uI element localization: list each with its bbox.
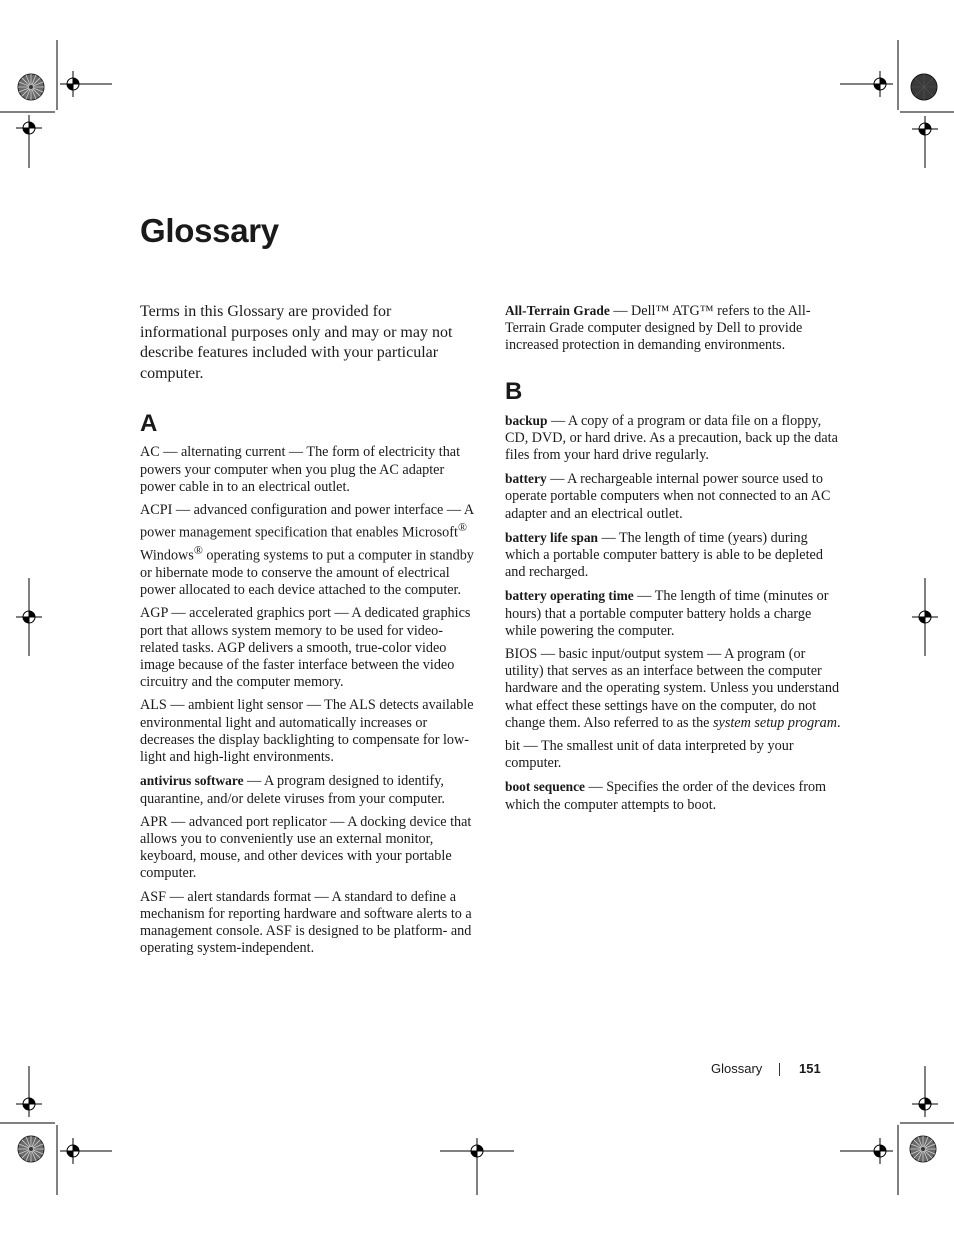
entry-term: BIOS: [505, 646, 538, 663]
section-heading-b: B: [505, 377, 523, 405]
glossary-entry-als: [140, 697, 476, 766]
entry-term: antivirus software: [140, 773, 244, 789]
page-title: Glossary: [140, 212, 279, 249]
glossary-entry-apr: [140, 814, 476, 883]
entry-term: APR: [140, 813, 168, 830]
entry-definition: — A rechargeable internal power source used to operate portable computers when not connected to an AC adapter and an electrical outlet.: [505, 471, 831, 522]
glossary-entry-ac: [140, 444, 476, 496]
entry-definition-cont: Windows: [140, 547, 194, 564]
entry-definition: — The smallest unit of data interpreted by your computer.: [505, 738, 794, 772]
glossary-entry-battery: [505, 470, 841, 523]
entry-term: AC —: [140, 444, 178, 461]
page-number: 151: [799, 1061, 821, 1076]
glossary-entry-battery-operating-time: [505, 587, 841, 640]
entry-term: bit: [505, 738, 520, 755]
entry-term: ASF: [140, 888, 167, 905]
glossary-entry-bios: [505, 646, 841, 732]
right-column: [505, 302, 841, 820]
entry-definition: — Specifies the order of the devices from which the computer attempts to boot.: [505, 779, 827, 813]
registered-mark: ®: [457, 520, 467, 535]
entry-definition: — Dell™ ATG™ refers to the All-Terrain Grade computer designed by Dell to provide increased protection in demanding environments.: [505, 303, 811, 354]
glossary-entry-agp: [140, 605, 476, 691]
glossary-entry-acpi: [140, 502, 476, 599]
glossary-entry-boot-sequence: [505, 778, 841, 813]
registered-mark: ®: [193, 543, 203, 558]
entry-definition-cont: operating systems to put a computer in standby or hibernate mode to conserve the amount of electrical power allocated to each device attached to the computer.: [140, 547, 474, 599]
entry-term: battery life span: [505, 529, 598, 545]
glossary-entry-bit: [505, 738, 841, 772]
entry-italic-term: system setup program: [713, 714, 838, 731]
entry-term: ACPI: [140, 501, 173, 518]
entry-term: AGP: [140, 605, 168, 622]
entry-term: All-Terrain Grade: [505, 303, 610, 318]
glossary-entry-backup: [505, 412, 841, 465]
entry-definition: — advanced port replicator — A docking device that allows you to conveniently use an external monitor, keyboard, mouse, and other devices with your portable computer.: [140, 813, 472, 882]
entry-term: ALS: [140, 697, 167, 714]
entry-definition: — A program designed to identify, quarantine, and/or delete viruses from your computer.: [140, 773, 445, 807]
glossary-entry-antivirus: [140, 772, 476, 807]
entry-definition-cont: .: [837, 714, 841, 731]
entry-definition: — alert standards format — A standard to define a mechanism for reporting hardware and software alerts to a management console. ASF is designed to be platform- and operating system-independent.: [140, 888, 472, 957]
glossary-entry-all-terrain-grade: [505, 302, 841, 355]
entry-term: battery: [505, 471, 547, 487]
entry-term: battery operating time: [505, 588, 634, 604]
entry-definition: — basic input/output system — A program (or utility) that serves as an interface between the computer hardware and the operating system. Unless you understand what effect these settings have on the computer, do not change them. Also referred to as the: [505, 646, 840, 731]
footer-section-label: Glossary: [711, 1061, 763, 1076]
section-heading-a: A: [140, 410, 158, 438]
entry-definition: — ambient light sensor — The ALS detects available environmental light and automatically increases or decreases the display backlighting to compensate for low-light and high-light environments.: [140, 697, 474, 766]
entry-definition: — advanced configuration and power interface — A power management specification that enables Microsoft: [140, 501, 474, 541]
footer-divider: [779, 1063, 780, 1076]
entry-definition: — The length of time (minutes or hours) that a portable computer battery holds a charge while powering the computer.: [505, 588, 829, 639]
entry-term: boot sequence: [505, 779, 585, 795]
entry-definition: alternating current — The form of electricity that powers your computer when you plug the AC adapter power cable in to an electrical outlet.: [140, 444, 461, 495]
intro-paragraph: Terms in this Glossary are provided for informational purposes only and may or may not describe features included with your particular computer.: [140, 303, 453, 382]
entry-term: backup: [505, 412, 548, 428]
left-column: [140, 302, 476, 963]
entry-definition: — The length of time (years) during which a portable computer battery is able to be depleted and recharged.: [505, 529, 823, 581]
glossary-entry-battery-life-span: [505, 529, 841, 582]
entry-definition: — A copy of a program or data file on a floppy, CD, DVD, or hard drive. As a precaution, back up the data files from your hard drive regularly.: [505, 412, 838, 464]
glossary-entry-asf: [140, 889, 476, 958]
entry-definition: — accelerated graphics port — A dedicated graphics port that allows system memory to be used for video-related tasks. AGP delivers a smooth, true-color video image because of the faster interface between the video circuitry and the computer memory.: [140, 605, 471, 691]
